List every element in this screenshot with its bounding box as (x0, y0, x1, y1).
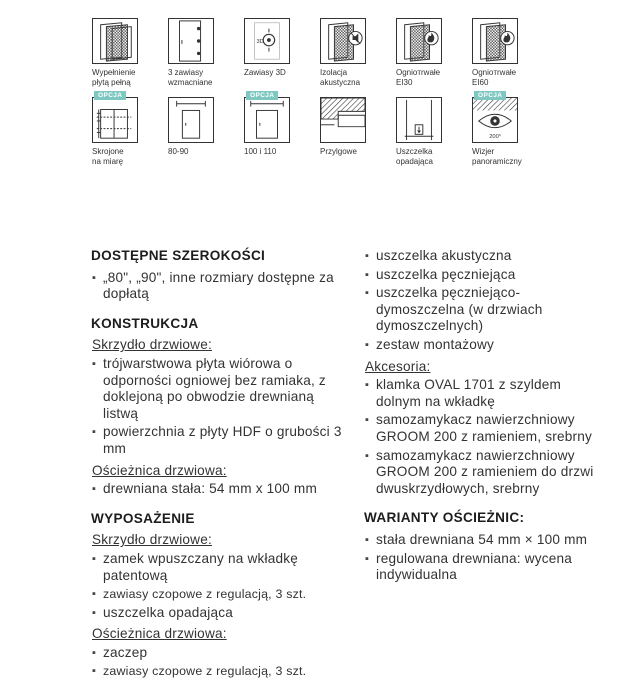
feature-three-hinges (168, 18, 244, 88)
feature-acoustic (320, 18, 396, 88)
subheading-frame: Ościeżnica drzwiowa: (92, 626, 227, 642)
icon-caption: Skrojone na miarę (92, 147, 124, 166)
door-width-icon (168, 97, 214, 143)
icon-row-1 (92, 18, 552, 88)
subheading-door-leaf: Skrzydło drzwiowe: (92, 532, 212, 548)
icon-caption: 3 zawiasy wzmacniane (168, 68, 213, 87)
acoustic-icon (320, 18, 366, 64)
list-item: ▪ powierzchnia z płyty HDF o grubości 3 mm (91, 424, 351, 457)
list-item: ▪ „80", „90", inne rozmiary dostępne za dopłatą (91, 270, 351, 303)
feature-rebated (320, 97, 396, 167)
icon-row-2 (92, 92, 552, 167)
list-item: ▪ samozamykacz nawierzchniowy GROOM 200 z ramieniem do drzwi dwuskrzydłowych, srebrny (364, 448, 604, 498)
icon-caption: Uszczelka opadająca (396, 147, 433, 166)
section-title-equipment: WYPOSAŻENIE (91, 510, 195, 526)
list-item: ▪ trójwarstwowa płyta wiórowa o odporności ogniowej bez ramiaka, z doklejoną po obwodzie drewnianą listwą (91, 356, 351, 422)
list-item: ▪ zestaw montażowy (364, 337, 604, 354)
icon-caption: Ognioтrwałe EI30 (396, 68, 441, 87)
viewer-angle-label: 200° (489, 134, 502, 141)
door-width-icon (244, 97, 290, 143)
feature-fire-ei30 (396, 18, 472, 88)
option-badge: OPCJA (246, 91, 278, 100)
door-leaf-construction-list (91, 356, 351, 458)
icon-caption: Ognioтrwałe EI60 (472, 68, 517, 87)
ruler-icon (92, 97, 138, 143)
list-item: ▪ uszczelka akustyczna (364, 248, 604, 265)
option-badge: OPCJA (94, 91, 126, 100)
fire-resistant-icon (472, 18, 518, 64)
fire-resistant-icon (396, 18, 442, 64)
icon-caption: Izolacja akustyczna (320, 68, 361, 87)
list-item: ▪ zawiasy czopowe z regulacją, 3 szt. (91, 586, 351, 603)
feature-width-80-90 (168, 97, 244, 167)
feature-icon-grid (92, 18, 552, 167)
icon-caption: Przylgowe (320, 147, 357, 156)
eye-icon (472, 97, 518, 143)
frame-equipment-list (91, 645, 351, 680)
frame-construction-list (91, 481, 351, 498)
section-title-construction: KONSTRUKCJA (91, 315, 199, 331)
rebate-profile-icon (320, 97, 366, 143)
subheading-door-leaf: Skrzydło drzwiowe: (92, 337, 212, 353)
icon-caption: Zawiasy 3D (244, 68, 286, 77)
svg-text:3D: 3D (256, 38, 264, 45)
list-item: ▪ zamek wpuszczany na wkładkę patentową (91, 551, 351, 584)
widths-list (91, 270, 351, 303)
icon-caption: Wypełnienie płytą pełną (92, 68, 136, 87)
feature-solid-core (92, 18, 168, 88)
hinge-3d-icon (244, 18, 290, 64)
icon-caption: 100 i 110 (244, 147, 277, 156)
right-column (364, 248, 604, 589)
subheading-frame: Ościeżnica drzwiowa: (92, 462, 227, 478)
left-column (91, 248, 351, 685)
list-item: ▪ samozamykacz nawierzchniowy GROOM 200 z ramieniem, srebrny (364, 412, 604, 445)
list-item: ▪ uszczelka opadająca (91, 605, 351, 622)
feature-fire-ei60 (472, 18, 548, 88)
drop-seal-icon (396, 97, 442, 143)
door-leaf-equipment-list (91, 551, 351, 621)
feature-3d-hinges (244, 18, 320, 88)
list-item: ▪ drewniana stała: 54 mm x 100 mm (91, 481, 351, 498)
list-item: ▪ zawiasy czopowe z regulacją, 3 szt. (91, 663, 351, 680)
icon-caption: Wizjer panoramiczny (472, 147, 522, 166)
icon-caption: 80-90 (168, 147, 189, 156)
subheading-accessories: Akcesoria: (365, 358, 431, 374)
section-title-frame-variants: WARIANTY OŚCIEŻNIC: (364, 510, 525, 526)
list-item: ▪ stała drewniana 54 mm × 100 mm (364, 532, 604, 549)
list-item: ▪ uszczelka pęczniejąco-dymoszczelna (w drzwiach dymoszczelnych) (364, 285, 604, 335)
list-item: ▪ klamka OVAL 1701 z szyldem dolnym na wkładkę (364, 377, 604, 410)
solid-core-icon (92, 18, 138, 64)
frame-variants-list (364, 532, 604, 584)
list-item: ▪ zaczep (91, 645, 351, 662)
list-item: ▪ uszczelka pęczniejąca (364, 267, 604, 284)
accessories-list (364, 377, 604, 497)
list-item: ▪ regulowana drewniana: wycena indywidualna (364, 551, 604, 584)
feature-width-100-110 (244, 92, 320, 167)
option-badge: OPCJA (474, 91, 506, 100)
feature-drop-seal (396, 97, 472, 167)
feature-peephole (472, 92, 548, 167)
seals-list (364, 248, 604, 354)
section-title-widths: DOSTĘPNE SZEROKOŚCI (91, 248, 266, 263)
hinges-icon (168, 18, 214, 64)
feature-custom-cut (92, 92, 168, 167)
